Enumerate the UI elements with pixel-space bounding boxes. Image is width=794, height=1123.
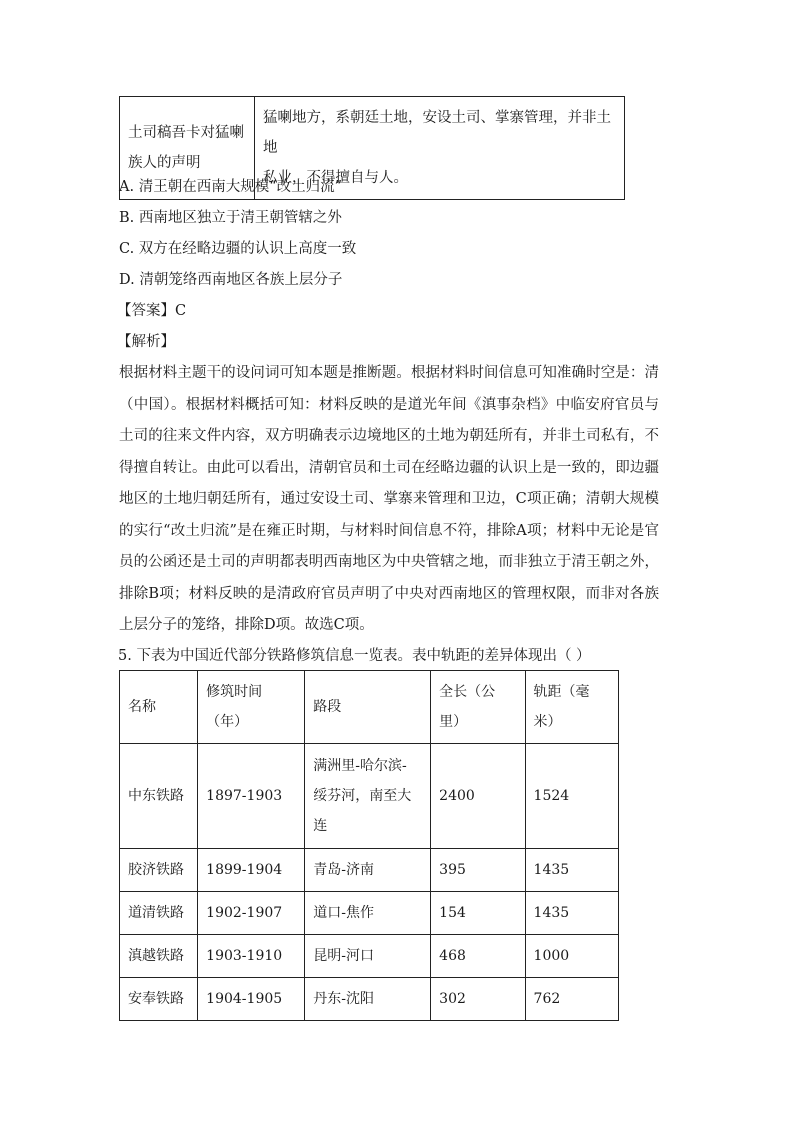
table-row [120, 892, 619, 935]
question-5: 5. 下表为中国近代部分铁路修筑信息一览表。表中轨距的差异体现出（ ） [118, 648, 591, 664]
cell-name: 滇越铁路 [120, 935, 198, 978]
cell-name: 道清铁路 [120, 892, 198, 935]
cell-gauge: 1000 [525, 935, 618, 978]
cell-name: 胶济铁路 [120, 849, 198, 892]
header-build-time: 修筑时间 （年） [198, 671, 305, 744]
cell-time: 1899-1904 [198, 849, 305, 892]
option-a: A. 清王朝在西南大规模“改土归流” [119, 179, 343, 195]
cell-time: 1897-1903 [198, 744, 305, 849]
cell-gauge: 1524 [525, 744, 618, 849]
cell-gauge: 1435 [525, 892, 618, 935]
header-section: 路段 [305, 671, 431, 744]
cell-time: 1902-1907 [198, 892, 305, 935]
answer-label: 【答案】C [117, 303, 187, 319]
cell-gauge: 762 [525, 978, 618, 1021]
analysis-label: 【解析】 [117, 334, 175, 350]
option-d: D. 清朝笼络西南地区各族上层分子 [119, 272, 343, 288]
cell-section: 道口-焦作 [305, 892, 431, 935]
header-gauge: 轨距（毫 米） [525, 671, 618, 744]
cell-gauge: 1435 [525, 849, 618, 892]
option-c: C. 双方在经略边疆的认识上高度一致 [119, 241, 357, 257]
material-source-cell: 土司稿吾卡对猛喇 族人的声明 [120, 97, 255, 200]
cell-section: 昆明-河口 [305, 935, 431, 978]
header-name: 名称 [120, 671, 198, 744]
material-content-cell: 猛喇地方，系朝廷土地，安设土司、掌寨管理，并非土地 私业，不得擅自与人。 [255, 97, 625, 200]
analysis-text: 根据材料主题干的设问词可知本题是推断题。根据材料时间信息可知准确时空是：清（中国）。根据材料概括可知：材料反映的是道光年间《滇事杂档》中临安府官员与土司的往来文件内容，双方明确表示边境地区的土地为朝廷所有，并非土司私有，不得擅自转让。由此可以看出，清朝官员和土司在经略边疆的认识上是一致的，即边疆地区的土地归朝廷所有，通过安设土司、掌寨来管理和卫边，C项正确；清朝大规模的实行“改土归流”是在雍正时期，与材料时间信息不符，排除A项；材料中无论是官员的公函还是土司的声明都表明西南地区为中央管辖之地，而非独立于清王朝之外，排除B项；材料反映的是清政府官员声明了中央对西南地区的管理权限，而非对各族上层分子的笼络，排除D项。故选C项。 [119, 365, 659, 633]
cell-length: 302 [431, 978, 525, 1021]
cell-name: 中东铁路 [120, 744, 198, 849]
cell-time: 1903-1910 [198, 935, 305, 978]
table-header-row [120, 671, 619, 744]
cell-section: 满洲里-哈尔滨- 绥芬河，南至大 连 [305, 744, 431, 849]
cell-section: 青岛-济南 [305, 849, 431, 892]
cell-name: 安奉铁路 [120, 978, 198, 1021]
table-row [120, 935, 619, 978]
table-row [120, 744, 619, 849]
cell-length: 2400 [431, 744, 525, 849]
table-row [120, 978, 619, 1021]
cell-time: 1904-1905 [198, 978, 305, 1021]
table-row [120, 849, 619, 892]
railway-table [119, 670, 619, 1021]
cell-section: 丹东-沈阳 [305, 978, 431, 1021]
cell-length: 154 [431, 892, 525, 935]
cell-length: 395 [431, 849, 525, 892]
option-b: B. 西南地区独立于清王朝管辖之外 [119, 210, 342, 226]
header-length: 全长（公 里） [431, 671, 525, 744]
cell-length: 468 [431, 935, 525, 978]
